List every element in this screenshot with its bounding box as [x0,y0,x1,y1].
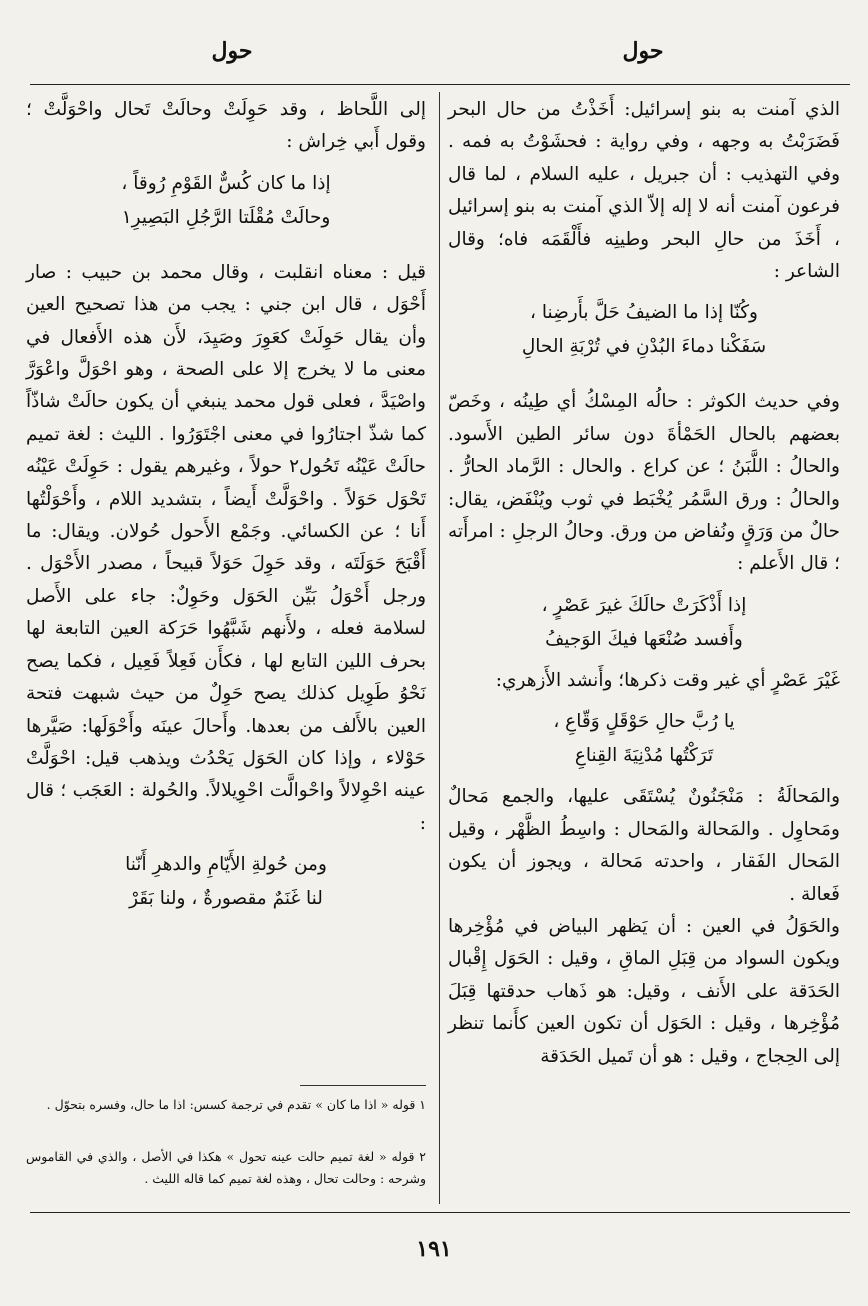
page-number: ١٩١ [416,1236,452,1262]
verse-line: وأَفسد صُنْعَها فيكَ الوَجيفُ [545,628,743,650]
verse-line: وكُنّا إذا ما الضيفُ حَلَّ بأَرضِنا ، [530,302,758,324]
verse [26,848,426,916]
verse-line: تَرَكْتُها مُدْنِيَةَ القِناعِ [574,745,714,767]
top-rule [30,84,850,85]
paragraph: والمَحالَةُ : مَنْجَنُونٌ يُسْتَقَى عليها، والجمع مَحالٌ ومَحاوِل . والمَحالة والمَحال : واسِطُ الظَّهْر ، وقيل المَحال الفَقار ، واحدته مَحالة ، ويجوز أن يكون فَعالة . [448,786,840,905]
verse-line: سَفَكْنا دماءَ البُدْنِ في تُرْبَةِ الحالِ [521,336,767,358]
verse-line: ومن حُولةِ الأَيّامِ والدهرِ أَنّنا [125,854,327,876]
verse-line: يا رُبَّ حالِ حَوْقَلٍ وَقّاعِ ، [553,711,735,733]
verse-line: إذا ما كان كُسٌّ القَوْمِ رُوقاً ، [121,172,331,194]
bottom-rule [30,1212,850,1213]
paragraph: والحَوَلُ في العين : أن يَظهر البياض في مُؤْخِرها ويكون السواد من قِبَلِ الماقِ ، وقيل : الحَوَل إِقْبال الحَدَقة على الأَنف ، وقيل: هو ذَهاب حدقتها قِبَلَ مُؤْخِرها ، وقيل : الحَوَل أن تكون العين كأَنما تنظر إلى الحِجاج ، وقيل : هو أن تَميل الحَدَقة [448,915,840,1067]
right-column [448,94,840,1073]
running-header-left: حول [211,38,253,64]
column-separator [439,92,440,1204]
verse [26,167,426,235]
running-header-right: حول [622,38,664,64]
verse [448,705,840,773]
paragraph: غَيْرَ عَصْرٍ أي غير وقت ذكرها؛ وأَنشد الأَزهري: [495,669,840,691]
verse-line: لنا غَنَمٌ مقصورةٌ ، ولنا بَقَرْ [129,888,323,910]
verse [448,589,840,657]
left-column [26,94,426,924]
verse-line: وحالَتْ مُقْلَتا الرَّجُلِ البَصِيرِ١ [121,206,331,228]
footnote: ٢ قوله « لغة تميم حالت عينه تحول » هكذا في الأصل ، والذي في القاموس وشرحه : وحالت تحال ، وهذه لغة تميم كما قاله الليث . [26,1149,426,1186]
footnote-rule [300,1085,426,1086]
paragraph: قيل : معناه انقلبت ، وقال محمد بن حبيب : صار أَحْوَل ، قال ابن جني : يجب من هذا تصحيح العين وأن يقال حَوِلَتْ كعَوِرَ وصَيِدَ، لأَن هذه الأَفعال في معنى ما لا يخرج إلا على الصحة ، وهو احْوَلَّ واعْوَرَّ واصْيَدَّ ، فعلى قول محمد ينبغي أن يكون حالَتْ شاذّاً كما شذّ اجتارُوا في معنى اجْتَوَرُوا . الليث : لغة تميم حالَتْ عَيْنُه تَحُول٢ حولاً ، وغيرهم يقول : حَوِلَتْ عَيْنُه تَحْوَل حَوَلاً . واحْوَلَّتْ أَيضاً ، بتشديد اللام ، وأَحْوَلْتُها أَنا ؛ عن الكسائي. وجَمْع الأَحول حُولان. ويقال: ما أَقْبَحَ حَوَلَتَه ، وقد حَوِلَ حَوَلاً قبيحاً ، مصدر الأَحْوَل . ورجل أَحْوَلُ بَيِّن الحَوَل وحَوِلٌ: جاء على الأَصل لسلامة فعله ، ولأَنهم شَبَّهُوا حَرَكة العين التابعة لها بحرف اللين التابع لها ، فكأَن فَعِلاً فَعِيل ، فكما يصح نَحْوُ طَوِيل كذلك يصح حَوِلٌ من حيث شبهت فتحة العين بالأَلف من بعدها. وأَحالَ عينَه وأَحْوَلَها: صَيَّرها حَوْلاء ، وإذا كان الحَوَل يَحْدُث ويذهب قيل: احْوَلَّتْ عينه احْوِلالاً واحْوالَّت احْوِيلالاً. والحُولة : العَجَب ؛ قال : [26,261,426,834]
verse-line: إذا أَذْكَرَتْ حالَكَ غيرَ عَصْرٍ ، [541,594,747,616]
paragraph: إلى اللَّحاظ ، وقد حَوِلَتْ وحالَتْ تَحال واحْوَلَّتْ ؛ وقول أَبي خِراش : [26,99,426,153]
footnote: ١ قوله « اذا ما كان » تقدم في ترجمة كسس: اذا ما حال، وفسره بتحوّل . [46,1097,426,1112]
paragraph: الذي آمنت به بنو إسرائيل: أَخَذْتُ من حال البحر فَضَرَبْتُ به وجهه ، وفي رواية : فحشَوْتُ به فمه . وفي التهذيب : أن جبريل ، عليه السلام ، لما قال فرعون آمنت أنه لا إله إلاّ الذي آمنت به بنو إسرائيل ، أَخَذَ من حالِ البحر وطينِه فأَلْقَمَه فاه؛ وقال الشاعر : [448,99,840,283]
verse [448,296,840,364]
paragraph: وفي حديث الكوثر : حالُه المِسْكُ أي طِينُه ، وخَصّ بعضهم بالحال الحَمْأةَ دون سائر الطين الأَسود. والحالُ : اللَّبَنُ ؛ عن كراع . والحال : الرَّماد الحارُّ . والحالُ : ورق السَّمُر يُخْبَط في ثوب ويُنْفَض، يقال: حالٌ من وَرَقٍ ونُفاض من ورق. وحالُ الرجلِ : امرأَته ؛ قال الأَعلم : [448,391,840,575]
